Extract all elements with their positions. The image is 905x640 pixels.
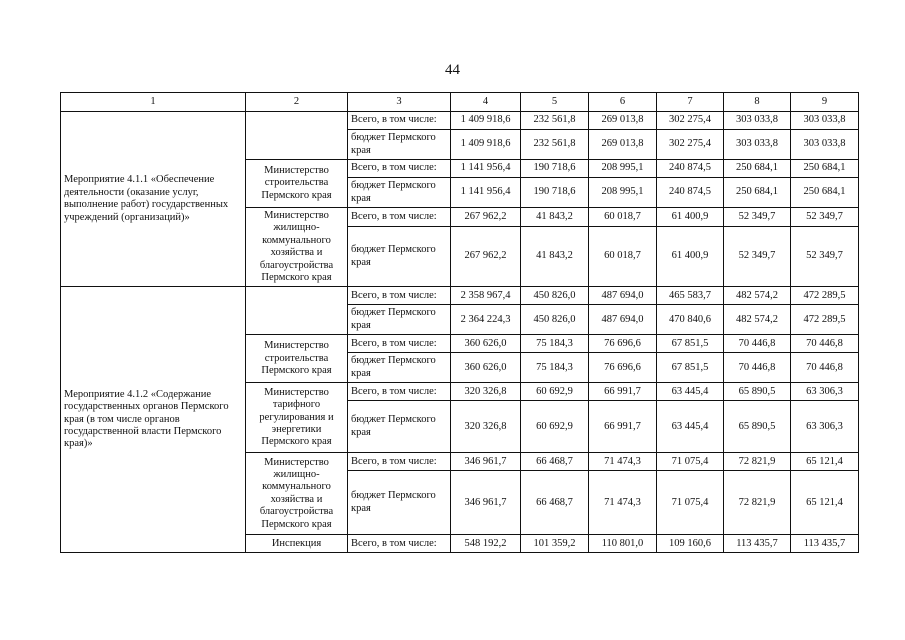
amount-cell: 269 013,8 [589,112,657,130]
amount-cell: 71 075,4 [657,471,724,535]
funding-source-cell: Всего, в том числе: [348,112,451,130]
column-header: 9 [791,93,859,112]
amount-cell: 360 626,0 [451,335,521,353]
column-header: 5 [521,93,589,112]
funding-source-cell: бюджет Пермского края [348,471,451,535]
funding-source-cell: бюджет Пермского края [348,226,451,286]
funding-source-cell: бюджет Пермского края [348,305,451,335]
amount-cell: 302 275,4 [657,112,724,130]
funding-source-cell: бюджет Пермского края [348,130,451,160]
amount-cell: 70 446,8 [724,335,791,353]
amount-cell: 1 409 918,6 [451,130,521,160]
amount-cell: 240 874,5 [657,178,724,208]
funding-source-cell: Всего, в том числе: [348,160,451,178]
amount-cell: 72 821,9 [724,471,791,535]
amount-cell: 346 961,7 [451,453,521,471]
page-number: 44 [445,62,460,78]
amount-cell: 232 561,8 [521,130,589,160]
amount-cell: 52 349,7 [724,226,791,286]
amount-cell: 76 696,6 [589,335,657,353]
amount-cell: 66 991,7 [589,383,657,401]
budget-table [60,92,859,553]
executor-cell: Министерство строительства Пермского края [246,335,348,383]
amount-cell: 482 574,2 [724,287,791,305]
amount-cell: 250 684,1 [791,178,859,208]
amount-cell: 75 184,3 [521,353,589,383]
amount-cell: 465 583,7 [657,287,724,305]
amount-cell: 472 289,5 [791,305,859,335]
amount-cell: 110 801,0 [589,535,657,553]
amount-cell: 75 184,3 [521,335,589,353]
amount-cell: 41 843,2 [521,208,589,227]
amount-cell: 267 962,2 [451,226,521,286]
amount-cell: 267 962,2 [451,208,521,227]
amount-cell: 60 018,7 [589,208,657,227]
executor-cell: Министерство строительства Пермского края [246,160,348,208]
amount-cell: 487 694,0 [589,287,657,305]
funding-source-cell: Всего, в том числе: [348,535,451,553]
amount-cell: 52 349,7 [791,208,859,227]
amount-cell: 109 160,6 [657,535,724,553]
amount-cell: 470 840,6 [657,305,724,335]
column-header: 6 [589,93,657,112]
amount-cell: 41 843,2 [521,226,589,286]
amount-cell: 65 890,5 [724,383,791,401]
funding-source-cell: бюджет Пермского края [348,401,451,453]
amount-cell: 482 574,2 [724,305,791,335]
amount-cell: 65 121,4 [791,453,859,471]
funding-source-cell: Всего, в том числе: [348,453,451,471]
amount-cell: 72 821,9 [724,453,791,471]
event-name-cell: Мероприятие 4.1.2 «Содержание государственных органов Пермского края (в том числе органов государственной власти Пермского края)» [61,287,246,553]
amount-cell: 61 400,9 [657,226,724,286]
amount-cell: 52 349,7 [791,226,859,286]
amount-cell: 63 445,4 [657,401,724,453]
amount-cell: 450 826,0 [521,287,589,305]
column-header: 1 [61,93,246,112]
amount-cell: 487 694,0 [589,305,657,335]
column-header: 2 [246,93,348,112]
amount-cell: 60 018,7 [589,226,657,286]
amount-cell: 250 684,1 [724,160,791,178]
executor-cell: Министерство тарифного регулирования и энергетики Пермского края [246,383,348,453]
funding-source-cell: Всего, в том числе: [348,335,451,353]
amount-cell: 548 192,2 [451,535,521,553]
executor-cell [246,287,348,335]
amount-cell: 65 121,4 [791,471,859,535]
amount-cell: 52 349,7 [724,208,791,227]
amount-cell: 70 446,8 [791,353,859,383]
amount-cell: 63 306,3 [791,383,859,401]
amount-cell: 67 851,5 [657,335,724,353]
amount-cell: 190 718,6 [521,160,589,178]
amount-cell: 472 289,5 [791,287,859,305]
funding-source-cell: Всего, в том числе: [348,287,451,305]
amount-cell: 71 474,3 [589,471,657,535]
amount-cell: 113 435,7 [791,535,859,553]
amount-cell: 1 141 956,4 [451,160,521,178]
event-name-cell: Мероприятие 4.1.1 «Обеспечение деятельности (оказание услуг, выполнение работ) государственных учреждений (организаций)» [61,112,246,287]
amount-cell: 70 446,8 [791,335,859,353]
amount-cell: 240 874,5 [657,160,724,178]
amount-cell: 66 991,7 [589,401,657,453]
amount-cell: 2 358 967,4 [451,287,521,305]
amount-cell: 303 033,8 [724,130,791,160]
amount-cell: 346 961,7 [451,471,521,535]
amount-cell: 61 400,9 [657,208,724,227]
amount-cell: 66 468,7 [521,453,589,471]
amount-cell: 113 435,7 [724,535,791,553]
executor-cell: Министерство жилищно-коммунального хозяйства и благоустройства Пермского края [246,453,348,535]
amount-cell: 70 446,8 [724,353,791,383]
amount-cell: 66 468,7 [521,471,589,535]
amount-cell: 302 275,4 [657,130,724,160]
column-header: 3 [348,93,451,112]
column-number-row [61,93,859,112]
amount-cell: 101 359,2 [521,535,589,553]
funding-source-cell: бюджет Пермского края [348,178,451,208]
amount-cell: 320 326,8 [451,401,521,453]
table-body [61,112,859,553]
funding-source-cell: бюджет Пермского края [348,353,451,383]
table-row [61,112,859,130]
amount-cell: 303 033,8 [791,112,859,130]
amount-cell: 208 995,1 [589,160,657,178]
funding-source-cell: Всего, в том числе: [348,208,451,227]
amount-cell: 303 033,8 [791,130,859,160]
amount-cell: 250 684,1 [791,160,859,178]
column-header: 4 [451,93,521,112]
amount-cell: 63 445,4 [657,383,724,401]
amount-cell: 1 409 918,6 [451,112,521,130]
amount-cell: 269 013,8 [589,130,657,160]
column-header: 8 [724,93,791,112]
amount-cell: 208 995,1 [589,178,657,208]
amount-cell: 1 141 956,4 [451,178,521,208]
executor-cell: Министерство жилищно-коммунального хозяйства и благоустройства Пермского края [246,208,348,287]
amount-cell: 360 626,0 [451,353,521,383]
amount-cell: 60 692,9 [521,383,589,401]
amount-cell: 250 684,1 [724,178,791,208]
table-row [61,287,859,305]
amount-cell: 190 718,6 [521,178,589,208]
amount-cell: 63 306,3 [791,401,859,453]
amount-cell: 71 474,3 [589,453,657,471]
funding-source-cell: Всего, в том числе: [348,383,451,401]
amount-cell: 60 692,9 [521,401,589,453]
amount-cell: 232 561,8 [521,112,589,130]
amount-cell: 320 326,8 [451,383,521,401]
amount-cell: 2 364 224,3 [451,305,521,335]
executor-cell: Инспекция [246,535,348,553]
amount-cell: 67 851,5 [657,353,724,383]
column-header: 7 [657,93,724,112]
amount-cell: 76 696,6 [589,353,657,383]
amount-cell: 303 033,8 [724,112,791,130]
amount-cell: 450 826,0 [521,305,589,335]
amount-cell: 65 890,5 [724,401,791,453]
executor-cell [246,112,348,160]
amount-cell: 71 075,4 [657,453,724,471]
